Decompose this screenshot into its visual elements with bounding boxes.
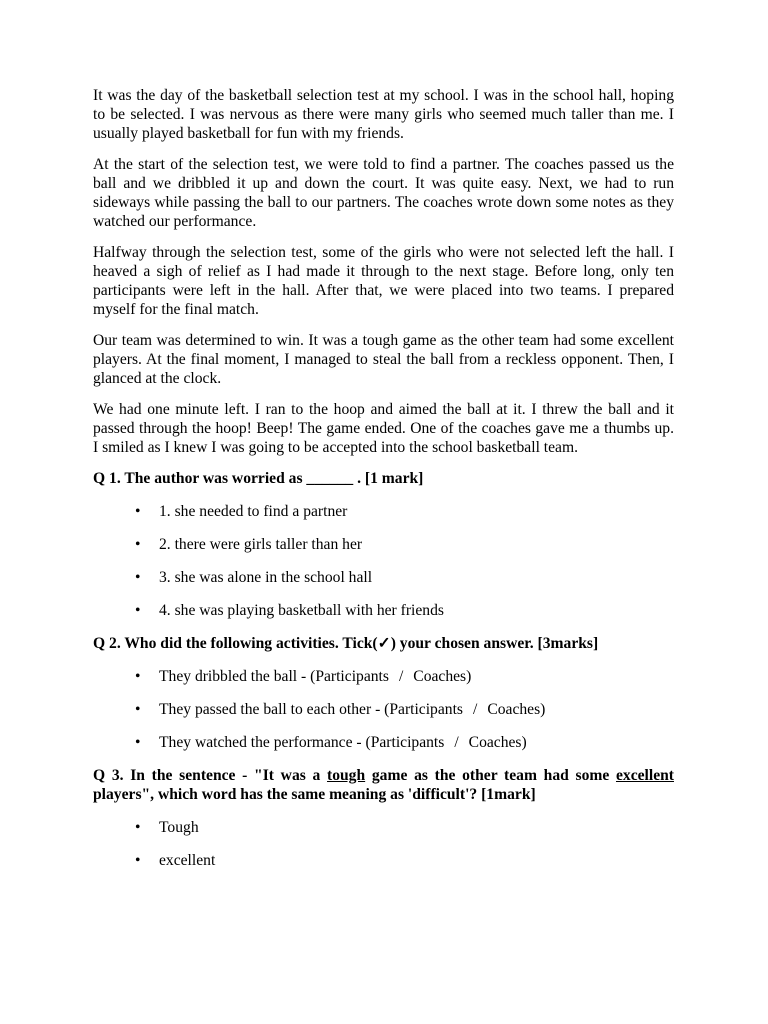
option-label: Tough [159,819,199,836]
passage-paragraph-3: Halfway through the selection test, some of the girls who were not selected left the hall. I heaved a sigh of relief as I had made it through to the next stage. Before long, only ten participants were left in the hall. After that, we were placed into two teams. I prepared myself for the final match. [93,244,674,318]
activity-label: They watched the performance - (Participants [159,734,445,751]
question-2-item-1[interactable] [93,667,674,686]
alt-answer: Coaches) [468,734,527,751]
question-2-item-2[interactable] [93,700,674,719]
option-label: 3. she was alone in the school hall [159,569,373,586]
underlined-word-excellent: excellent [615,767,674,784]
activity-label: They passed the ball to each other - (Participants [159,701,463,718]
activity-label: They dribbled the ball - (Participants [159,668,389,685]
question-1-option-1[interactable] [93,502,674,521]
question-1-option-2[interactable] [93,535,674,554]
bullet-icon: • [135,734,141,751]
slash-separator: / [454,734,459,751]
worksheet-page [93,86,674,884]
passage-paragraph-4: Our team was determined to win. It was a tough game as the other team had some excellent players. At the final moment, I managed to steal the ball from a reckless opponent. Then, I glanced at the clock. [93,332,674,387]
underlined-word-tough: tough [327,767,366,784]
bullet-icon: • [135,819,141,836]
passage-paragraph-2: At the start of the selection test, we were told to find a partner. The coaches passed us the ball and we dribbled it up and down the court. It was quite easy. Next, we had to run sideways while passing the ball to our partners. The coaches wrote down some notes as they watched our performance. [93,156,674,230]
bullet-icon: • [135,852,141,869]
question-1-options [93,502,674,620]
question-2-item-3[interactable] [93,733,674,752]
bullet-icon: • [135,701,141,718]
alt-answer: Coaches) [487,701,546,718]
slash-separator: / [398,668,404,685]
question-3 [93,766,674,804]
alt-answer: Coaches) [413,668,472,685]
bullet-icon: • [135,668,141,685]
bullet-icon: • [135,602,141,619]
passage-paragraph-5: We had one minute left. I ran to the hoop and aimed the ball at it. I threw the ball and it passed through the hoop! Beep! The game ended. One of the coaches gave me a thumbs up. I smiled as I knew I was going to be accepted into the school basketball team. [93,401,674,456]
question-1-option-3[interactable] [93,568,674,587]
question-1: Q 1. The author was worried as ______ . [1 mark] [93,470,424,487]
option-label: excellent [159,852,216,869]
passage-paragraph-1: It was the day of the basketball selection test at my school. I was in the school hall, hoping to be selected. I was nervous as there were many girls who seemed much taller than me. I usually played basketball for fun with my friends. [93,87,674,142]
question-3-text-end: players", which word has the same meaning as 'difficult'? [1mark] [93,786,536,803]
question-3-options [93,818,674,870]
question-2 [93,634,674,653]
option-label: 1. she needed to find a partner [159,503,348,520]
question-3-text: Q 3. In the sentence - "It was a [93,767,328,784]
question-2-text: Q 2. Who did the following activities. Tick( [93,635,378,652]
question-2-items [93,667,674,752]
bullet-icon: • [135,569,141,586]
tick-icon: ✓ [377,635,391,652]
bullet-icon: • [135,536,141,553]
question-2-text-end: ) your chosen answer. [3marks] [390,635,599,652]
option-label: 4. she was playing basketball with her friends [159,602,444,619]
bullet-icon: • [135,503,141,520]
question-3-option-2[interactable] [93,851,674,870]
slash-separator: / [472,701,478,718]
option-label: 2. there were girls taller than her [159,536,363,553]
question-1-option-4[interactable] [93,601,674,620]
question-3-option-1[interactable] [93,818,674,837]
question-3-text-mid: game as the other team had some [365,767,616,784]
